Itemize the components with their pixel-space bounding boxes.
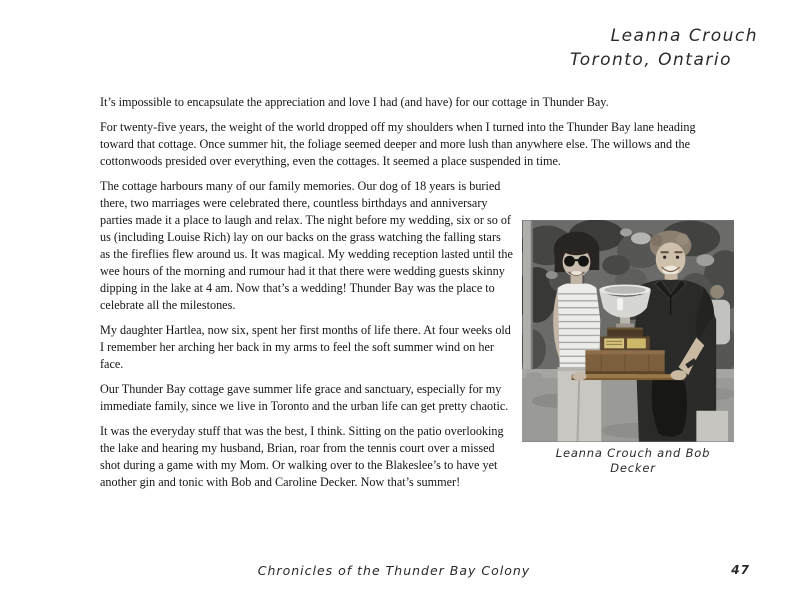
author-block xyxy=(570,24,758,72)
story-paragraph: It’s impossible to encapsulate the appreciation and love I had (and have) for our cottage in Thunder Bay. xyxy=(100,95,609,109)
story-text xyxy=(100,94,711,499)
footer-book-title: Chronicles of the Thunder Bay Colony xyxy=(257,563,531,578)
story-paragraph: It was the everyday stuff that was the best, I think. Sitting on the patio overlooking the lake and hearing my husband, Brian, roar from the tennis court over a missed shot during a game with my Mom. Or walking over to the Blakeslee’s to have yet another gin and tonic with Bob and Caroline Decker. Now that’s summer! xyxy=(100,424,504,489)
story-paragraph: For twenty-five years, the weight of the world dropped off my shoulders when I turned into the Thunder Bay lane heading toward that cottage. Once summer hit, the foliage seemed deeper and more lush than anywhere else. The willows and the cottonwoods presided over everything, even the cottages. It seemed a place suspended in time. xyxy=(100,120,696,168)
author-name: Leanna Crouch xyxy=(610,26,758,46)
story-paragraph: The cottage harbours many of our family memories. Our dog of 18 years is buried there, two marriages were celebrated there, countless birthdays and anniversary parties made it a place to laugh and relax. The night before my wedding, six or so of us (including Louise Rich) lay on our backs on the grass watching the falling stars as the fireflies flew around us. It was magical. My wedding reception lasted until the wee hours of the morning and rumour had it that there were wedding guests skinny dipping in the lake at 4 am. Now that’s a wedding! Thunder Bay was the place to celebrate all the milestones. xyxy=(100,179,513,312)
trophy-photo xyxy=(522,220,734,442)
story-paragraph: Our Thunder Bay cottage gave summer life grace and sanctuary, especially for my immediate family, since we live in Toronto and the urban life can get pretty chaotic. xyxy=(100,382,509,413)
page-number: 47 xyxy=(731,563,750,577)
author-location: Toronto, Ontario xyxy=(569,50,732,70)
trophy-photo-image xyxy=(522,220,734,442)
story-paragraph: My daughter Hartlea, now six, spent her first months of life there. At four weeks old I remember her arching her back in my arms to feel the soft summer wind on her face. xyxy=(100,323,511,371)
photo-caption: Leanna Crouch and Bob Decker xyxy=(555,446,711,475)
photo-block xyxy=(522,220,734,476)
